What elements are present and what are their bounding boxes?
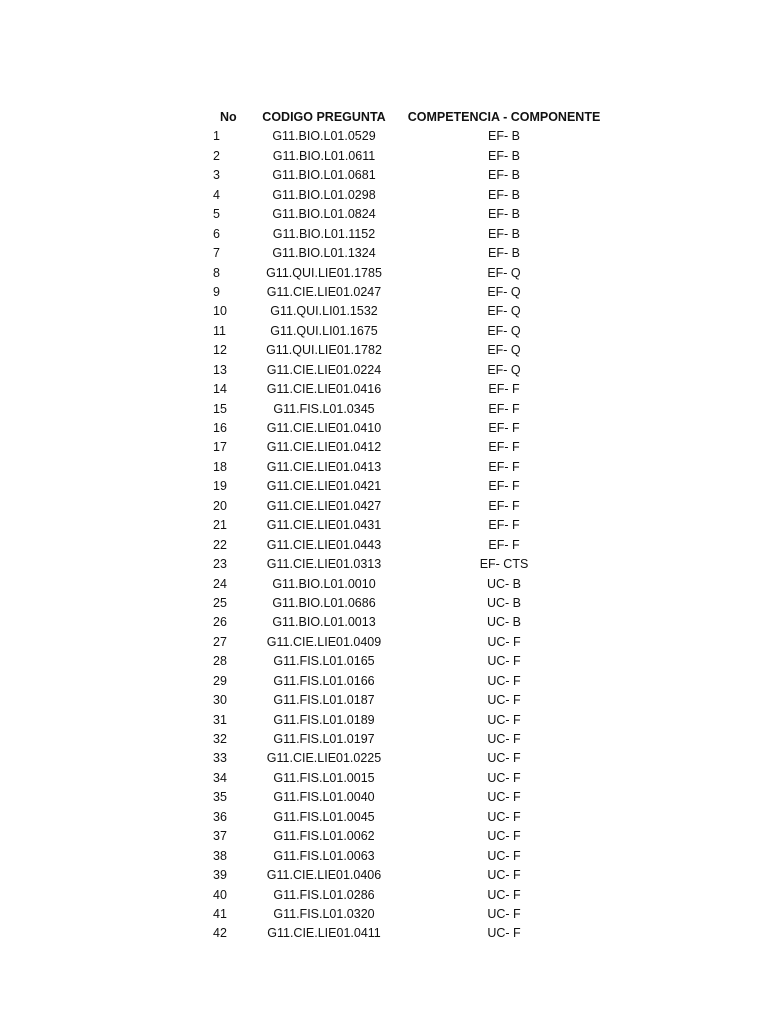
table-row: [0, 264, 768, 283]
row-number: 28: [213, 654, 227, 669]
table-row: [0, 555, 768, 574]
table-row: [0, 380, 768, 399]
competency-component: EF- F: [488, 421, 520, 435]
header-code: CODIGO PREGUNTA: [262, 110, 386, 124]
row-number: 6: [213, 226, 220, 241]
question-code: G11.FIS.L01.0166: [273, 673, 375, 688]
row-number: 31: [213, 712, 227, 727]
table-row: [0, 205, 768, 224]
table-row: [0, 575, 768, 594]
table-row: [0, 419, 768, 438]
table-row: [0, 166, 768, 185]
question-code: G11.QUI.LIE01.1785: [266, 265, 382, 280]
question-code: G11.CIE.LIE01.0406: [266, 868, 382, 883]
question-code: G11.FIS.L01.0165: [273, 654, 375, 669]
row-number: 27: [213, 634, 227, 649]
competency-component: UC- F: [487, 829, 521, 844]
table-row: [0, 866, 768, 885]
question-code: G11.QUI.LI01.1675: [270, 323, 378, 338]
question-code: G11.FIS.L01.0189: [273, 712, 375, 727]
table-body: [0, 127, 768, 943]
question-code: G11.FIS.L01.0040: [273, 790, 375, 805]
question-table: [0, 108, 768, 944]
question-code: G11.FIS.L01.0187: [273, 693, 375, 708]
table-row: [0, 652, 768, 671]
competency-component: EF- F: [488, 518, 520, 533]
row-number: 9: [213, 284, 220, 299]
competency-component: UC- F: [487, 770, 521, 785]
row-number: 3: [213, 168, 220, 183]
row-number: 32: [213, 732, 227, 746]
competency-component: EF- B: [488, 187, 520, 202]
question-code: G11.CIE.LIE01.0411: [267, 926, 381, 941]
competency-component: EF- F: [488, 401, 520, 416]
question-code: G11.CIE.LIE01.0413: [266, 459, 382, 474]
row-number: 8: [213, 265, 220, 280]
question-code: G11.BIO.L01.0681: [272, 168, 376, 183]
row-number: 7: [213, 246, 220, 261]
table-header: [0, 108, 768, 127]
table-row: [0, 633, 768, 652]
question-code: G11.CIE.LIE01.0443: [266, 537, 382, 552]
table-row: [0, 808, 768, 827]
competency-component: EF- F: [488, 498, 520, 513]
question-code: G11.BIO.L01.0010: [272, 576, 376, 591]
question-code: G11.CIE.LIE01.0427: [266, 498, 382, 513]
table-row: [0, 536, 768, 555]
competency-component: UC- F: [487, 732, 521, 746]
table-row: [0, 361, 768, 380]
row-number: 39: [213, 868, 227, 883]
table-row: [0, 225, 768, 244]
question-code: G11.CIE.LIE01.0247: [266, 284, 382, 299]
row-number: 37: [213, 829, 227, 844]
question-code: G11.FIS.L01.0197: [273, 732, 375, 746]
table-row: [0, 302, 768, 321]
row-number: 16: [213, 421, 227, 435]
header-no: No: [220, 110, 237, 124]
table-row: [0, 886, 768, 905]
row-number: 24: [213, 576, 227, 591]
row-number: 41: [213, 906, 227, 921]
row-number: 2: [213, 148, 220, 163]
row-number: 12: [213, 343, 227, 358]
table-row: [0, 594, 768, 613]
table-row: [0, 788, 768, 807]
table-row: [0, 847, 768, 866]
row-number: 20: [213, 498, 227, 513]
competency-component: UC- F: [487, 673, 521, 688]
competency-component: UC- F: [487, 751, 521, 766]
question-code: G11.CIE.LIE01.0225: [266, 751, 382, 766]
row-number: 10: [213, 304, 227, 319]
question-code: G11.BIO.L01.0611: [272, 148, 376, 163]
competency-component: UC- B: [486, 595, 522, 610]
question-code: G11.BIO.L01.1152: [272, 226, 376, 241]
competency-component: EF- Q: [487, 362, 521, 377]
competency-component: UC- F: [487, 790, 521, 805]
row-number: 4: [213, 187, 220, 202]
table-row: [0, 691, 768, 710]
competency-component: UC- F: [487, 693, 521, 708]
row-number: 18: [213, 459, 227, 474]
question-code: G11.FIS.L01.0062: [273, 829, 375, 844]
competency-component: EF- Q: [487, 304, 521, 319]
question-code: G11.CIE.LIE01.0431: [266, 518, 382, 533]
competency-component: EF- F: [488, 459, 520, 474]
row-number: 13: [213, 362, 227, 377]
row-number: 33: [213, 751, 227, 766]
row-number: 1: [213, 129, 220, 144]
row-number: 15: [213, 401, 227, 416]
question-code: G11.FIS.L01.0320: [273, 906, 375, 921]
question-code: G11.FIS.L01.0045: [273, 809, 375, 824]
table-row: [0, 613, 768, 632]
competency-component: EF- F: [488, 479, 520, 494]
row-number: 17: [213, 440, 227, 455]
row-number: 34: [213, 770, 227, 785]
competency-component: EF- B: [488, 168, 520, 183]
question-code: G11.FIS.L01.0345: [273, 401, 375, 416]
table-row: [0, 127, 768, 146]
row-number: 36: [213, 809, 227, 824]
table-row: [0, 730, 768, 749]
question-code: G11.BIO.L01.0686: [272, 595, 376, 610]
question-code: G11.BIO.L01.1324: [272, 246, 376, 261]
competency-component: EF- Q: [487, 343, 521, 358]
competency-component: EF- B: [488, 129, 520, 144]
row-number: 21: [213, 518, 227, 533]
competency-component: EF- F: [488, 537, 520, 552]
question-code: G11.FIS.L01.0063: [273, 848, 375, 863]
question-code: G11.BIO.L01.0824: [272, 207, 376, 222]
competency-component: EF- B: [488, 226, 520, 241]
table-row: [0, 244, 768, 263]
table-row: [0, 827, 768, 846]
question-code: G11.CIE.LIE01.0224: [266, 362, 382, 377]
table-row: [0, 711, 768, 730]
table-row: [0, 147, 768, 166]
row-number: 35: [213, 790, 227, 805]
question-code: G11.CIE.LIE01.0416: [266, 382, 382, 397]
table-row: [0, 438, 768, 457]
row-number: 25: [213, 595, 227, 610]
competency-component: UC- B: [486, 615, 522, 630]
row-number: 23: [213, 557, 227, 572]
table-row: [0, 458, 768, 477]
competency-component: UC- B: [486, 576, 522, 591]
question-code: G11.BIO.L01.0298: [272, 187, 376, 202]
table-row: [0, 477, 768, 496]
table-row: [0, 322, 768, 341]
competency-component: EF- F: [488, 440, 520, 455]
table-row: [0, 672, 768, 691]
row-number: 40: [213, 887, 227, 902]
competency-component: EF- B: [488, 148, 520, 163]
question-code: G11.QUI.LIE01.1782: [266, 343, 382, 358]
row-number: 42: [213, 926, 227, 941]
question-code: G11.CIE.LIE01.0410: [266, 421, 382, 435]
row-number: 26: [213, 615, 227, 630]
competency-component: UC- F: [487, 868, 521, 883]
competency-component: UC- F: [487, 809, 521, 824]
table-row: [0, 341, 768, 360]
competency-component: UC- F: [487, 634, 521, 649]
table-row: [0, 905, 768, 924]
competency-component: EF- Q: [487, 323, 521, 338]
row-number: 30: [213, 693, 227, 708]
row-number: 19: [213, 479, 227, 494]
table-row: [0, 497, 768, 516]
competency-component: UC- F: [487, 712, 521, 727]
competency-component: EF- CTS: [479, 557, 529, 572]
competency-component: EF- Q: [487, 265, 521, 280]
table-row: [0, 516, 768, 535]
competency-component: UC- F: [487, 926, 521, 941]
question-code: G11.CIE.LIE01.0412: [266, 440, 382, 455]
question-code: G11.FIS.L01.0015: [273, 770, 375, 785]
competency-component: EF- B: [488, 246, 520, 261]
question-code: G11.CIE.LIE01.0421: [266, 479, 382, 494]
row-number: 11: [213, 323, 226, 338]
competency-component: UC- F: [487, 848, 521, 863]
row-number: 29: [213, 673, 227, 688]
table-row: [0, 283, 768, 302]
table-row: [0, 769, 768, 788]
competency-component: EF- Q: [487, 284, 521, 299]
question-code: G11.CIE.LIE01.0409: [266, 634, 382, 649]
competency-component: UC- F: [487, 906, 521, 921]
table-row: [0, 186, 768, 205]
question-code: G11.FIS.L01.0286: [273, 887, 375, 902]
question-code: G11.QUI.LI01.1532: [270, 304, 378, 319]
table-row: [0, 749, 768, 768]
row-number: 5: [213, 207, 220, 222]
table-row: [0, 924, 768, 943]
competency-component: UC- F: [487, 887, 521, 902]
question-code: G11.BIO.L01.0529: [272, 129, 376, 144]
question-code: G11.CIE.LIE01.0313: [266, 557, 382, 572]
row-number: 22: [213, 537, 227, 552]
competency-component: UC- F: [487, 654, 521, 669]
row-number: 14: [213, 382, 227, 397]
header-component: COMPETENCIA - COMPONENTE: [407, 110, 601, 124]
question-code: G11.BIO.L01.0013: [272, 615, 376, 630]
competency-component: EF- B: [488, 207, 520, 222]
row-number: 38: [213, 848, 227, 863]
competency-component: EF- F: [488, 382, 520, 397]
table-row: [0, 400, 768, 419]
